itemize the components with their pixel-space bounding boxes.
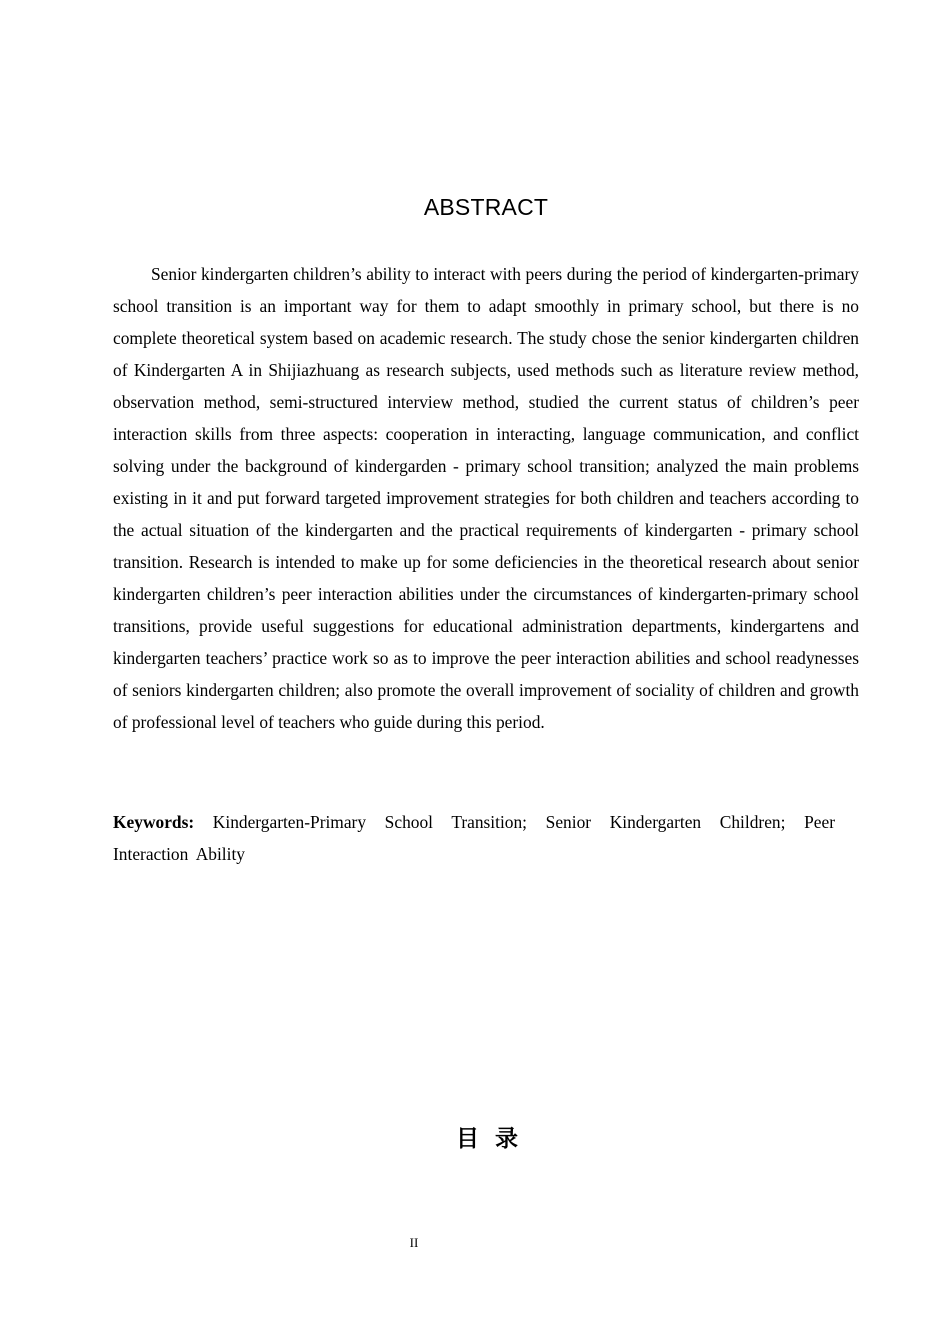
abstract-body: Senior kindergarten children’s ability to interact with peers during the period of kindergarten-primary school transition is an important way for them to adapt smoothly in primary school, but there is no complete theoretical system based on academic research. The study chose the senior kindergarten children of Kindergarten A in Shijiazhuang as research subjects, used methods such as literature review method, observation method, semi-structured interview method, studied the current status of children’s peer interaction skills from three aspects: cooperation in interacting, language communication, and conflict solving under the background of kindergarden - primary school transition; analyzed the main problems existing in it and put forward targeted improvement strategies for both children and teachers according to the actual situation of the kindergarten and the practical requirements of kindergarten - primary school transition. Research is intended to make up for some deficiencies in the theoretical research about senior kindergarten children’s peer interaction abilities under the circumstances of kindergarten-primary school transitions, provide useful suggestions for educational administration departments, kindergartens and kindergarten teachers’ practice work so as to improve the peer interaction abilities and school readynesses of seniors kindergarten children; also promote the overall improvement of sociality of children and growth of professional level of teachers who guide during this period. <box>113 264 859 732</box>
keywords-label: Keywords: <box>113 812 195 832</box>
keywords-text: Kindergarten-Primary School Transition; Senior Kindergarten Children; Peer Interaction Ability <box>113 812 835 864</box>
page-number: II <box>409 1235 419 1250</box>
keywords-paragraph <box>113 806 835 870</box>
toc-title: 目 录 <box>455 1126 518 1152</box>
abstract-title: ABSTRACT <box>423 194 549 220</box>
